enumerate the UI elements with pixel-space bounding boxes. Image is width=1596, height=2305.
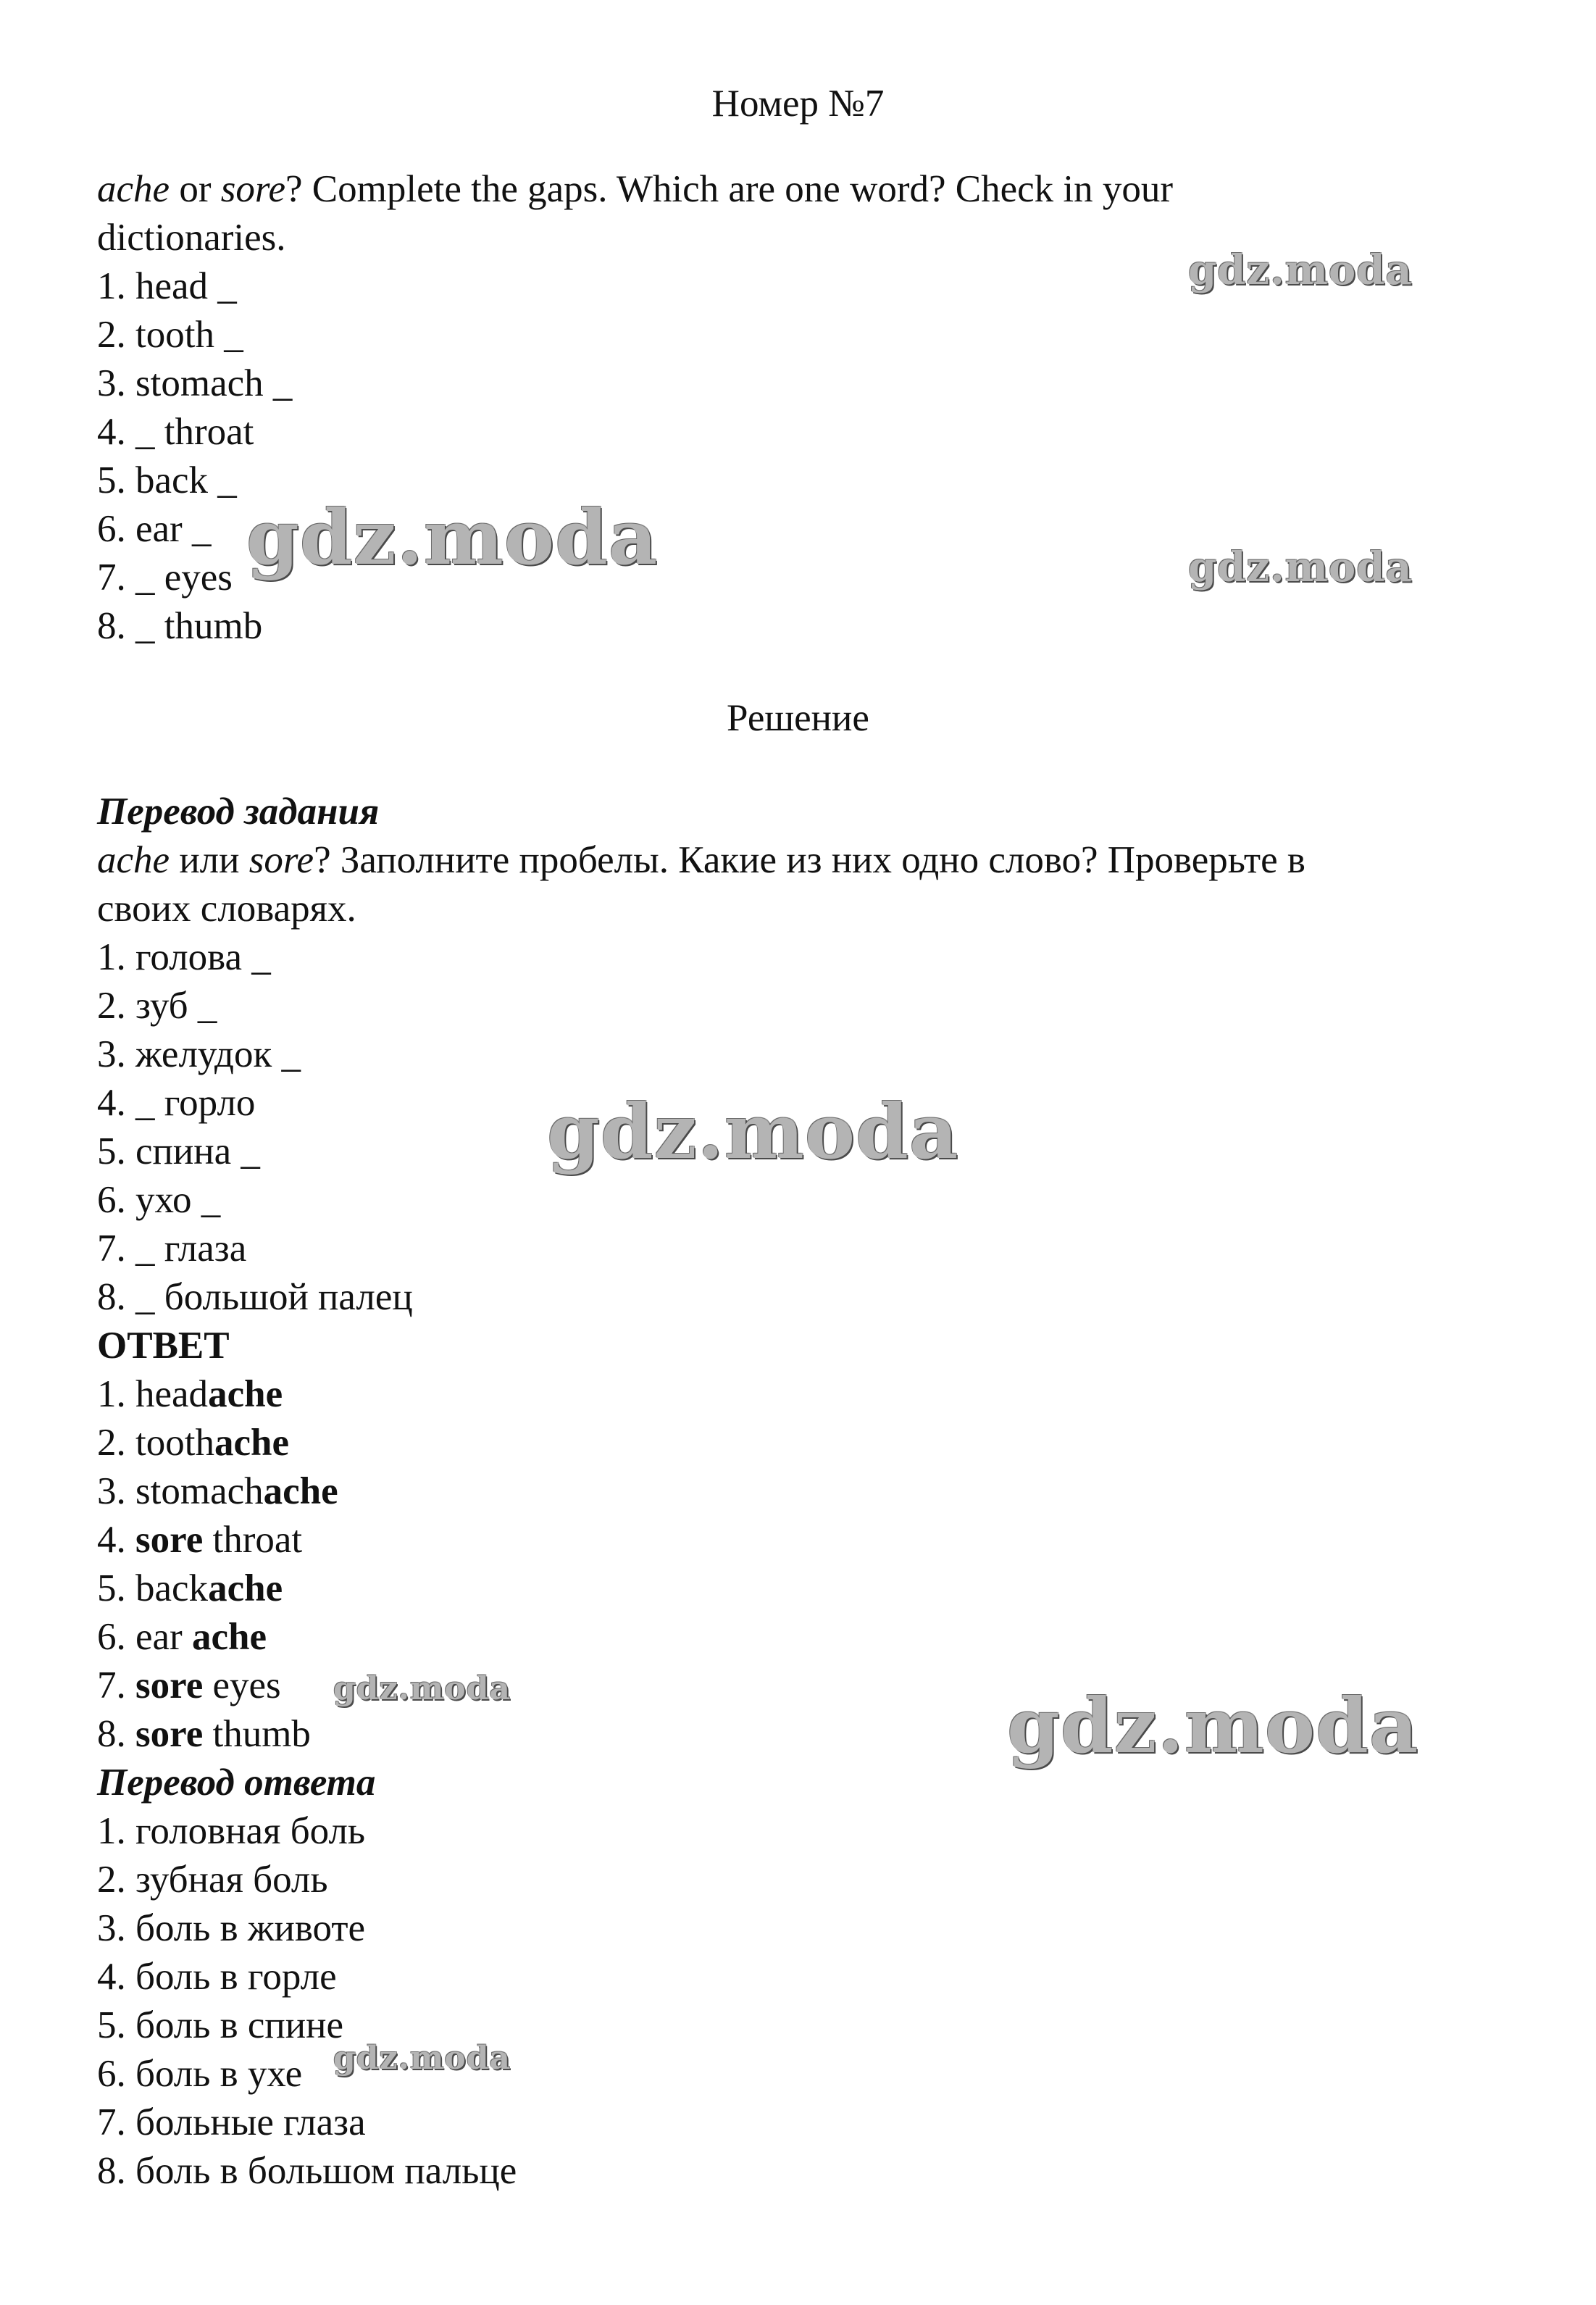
word-sore: sore: [248, 839, 314, 881]
instruction-text: ? Complete the gaps. Which are one word? Check in your: [285, 168, 1174, 210]
answer-base: 8.: [97, 1713, 135, 1755]
word-ache: ache: [97, 168, 170, 210]
answer-heading: ОТВЕТ: [97, 1325, 230, 1367]
translation-item: 7. _ глаза: [97, 1227, 247, 1270]
answer-translation-item: 5. боль в спине: [97, 2004, 344, 2046]
word-or: or: [170, 168, 221, 210]
task-item: 7. _ eyes: [97, 557, 233, 599]
answer-word: ache: [208, 1373, 283, 1415]
translation-item: 6. ухо _: [97, 1179, 221, 1221]
translation-item: 2. зуб _: [97, 985, 217, 1027]
watermark: gdz.moda: [1007, 1681, 1419, 1770]
task-item: 1. head _: [97, 265, 237, 307]
answer-rest: eyes: [203, 1664, 281, 1706]
watermark: gdz.moda: [1188, 543, 1413, 591]
solution-heading: Решение: [727, 697, 869, 739]
answer-translation-item: 7. больные глаза: [97, 2101, 366, 2143]
answer-item: [97, 1662, 281, 1709]
translation-instruction-line2: своих словарях.: [97, 888, 356, 930]
answer-word: sore: [135, 1713, 204, 1755]
watermark: gdz.moda: [246, 493, 659, 582]
task-item: 8. _ thumb: [97, 605, 263, 647]
answer-translation-heading: Перевод ответа: [97, 1762, 376, 1804]
answer-translation-item: 1. головная боль: [97, 1810, 366, 1852]
translation-item: 3. желудок _: [97, 1033, 301, 1075]
page-title: Номер №7: [711, 83, 885, 125]
answer-rest: throat: [203, 1519, 303, 1561]
answer-base: 2. tooth: [97, 1422, 214, 1464]
word-sore: sore: [220, 168, 286, 210]
answer-translation-item: 2. зубная боль: [97, 1859, 328, 1901]
task-instruction-line2: dictionaries.: [97, 217, 286, 259]
answer-word: ache: [208, 1567, 283, 1609]
watermark: gdz.moda: [547, 1087, 959, 1176]
answer-base: 7.: [97, 1664, 135, 1706]
answer-item: [97, 1419, 289, 1467]
task-item: 4. _ throat: [97, 411, 254, 453]
watermark: gdz.moda: [333, 2040, 511, 2077]
answer-item: [97, 1564, 283, 1612]
translation-item: 5. спина _: [97, 1130, 260, 1172]
translation-heading: Перевод задания: [97, 791, 380, 833]
watermark: gdz.moda: [1188, 246, 1413, 294]
answer-translation-item: 3. боль в животе: [97, 1907, 366, 1949]
answer-word: sore: [135, 1664, 204, 1706]
answer-item: [97, 1710, 311, 1758]
task-instruction: [97, 165, 1173, 213]
translation-item: 8. _ большой палец: [97, 1276, 413, 1318]
word-ache: ache: [97, 839, 170, 881]
answer-translation-item: 8. боль в большом пальце: [97, 2150, 517, 2192]
instruction-text: ? Заполните пробелы. Какие из них одно слово? Проверьте в: [314, 839, 1305, 881]
word-or: или: [170, 839, 249, 881]
answer-item: [97, 1467, 338, 1515]
answer-word: ache: [191, 1616, 267, 1658]
task-item: 3. stomach _: [97, 362, 293, 404]
answer-translation-item: 4. боль в горле: [97, 1956, 337, 1998]
answer-word: ache: [263, 1470, 338, 1512]
answer-item: [97, 1516, 302, 1564]
answer-base: 4.: [97, 1519, 135, 1561]
task-item: 6. ear _: [97, 508, 212, 550]
task-item: 2. tooth _: [97, 314, 243, 356]
answer-base: 6. ear: [97, 1616, 192, 1658]
task-item: 5. back _: [97, 459, 237, 501]
answer-translation-item: 6. боль в ухе: [97, 2053, 303, 2095]
answer-item: [97, 1370, 283, 1418]
answer-word: ache: [214, 1422, 289, 1464]
answer-base: 5. back: [97, 1567, 209, 1609]
translation-instruction: [97, 836, 1305, 884]
translation-item: 1. голова _: [97, 936, 271, 978]
answer-base: 3. stomach: [97, 1470, 264, 1512]
watermark: gdz.moda: [333, 1670, 511, 1707]
answer-rest: thumb: [203, 1713, 311, 1755]
answer-item: [97, 1613, 267, 1661]
answer-base: 1. head: [97, 1373, 209, 1415]
translation-item: 4. _ горло: [97, 1082, 256, 1124]
answer-word: sore: [135, 1519, 204, 1561]
